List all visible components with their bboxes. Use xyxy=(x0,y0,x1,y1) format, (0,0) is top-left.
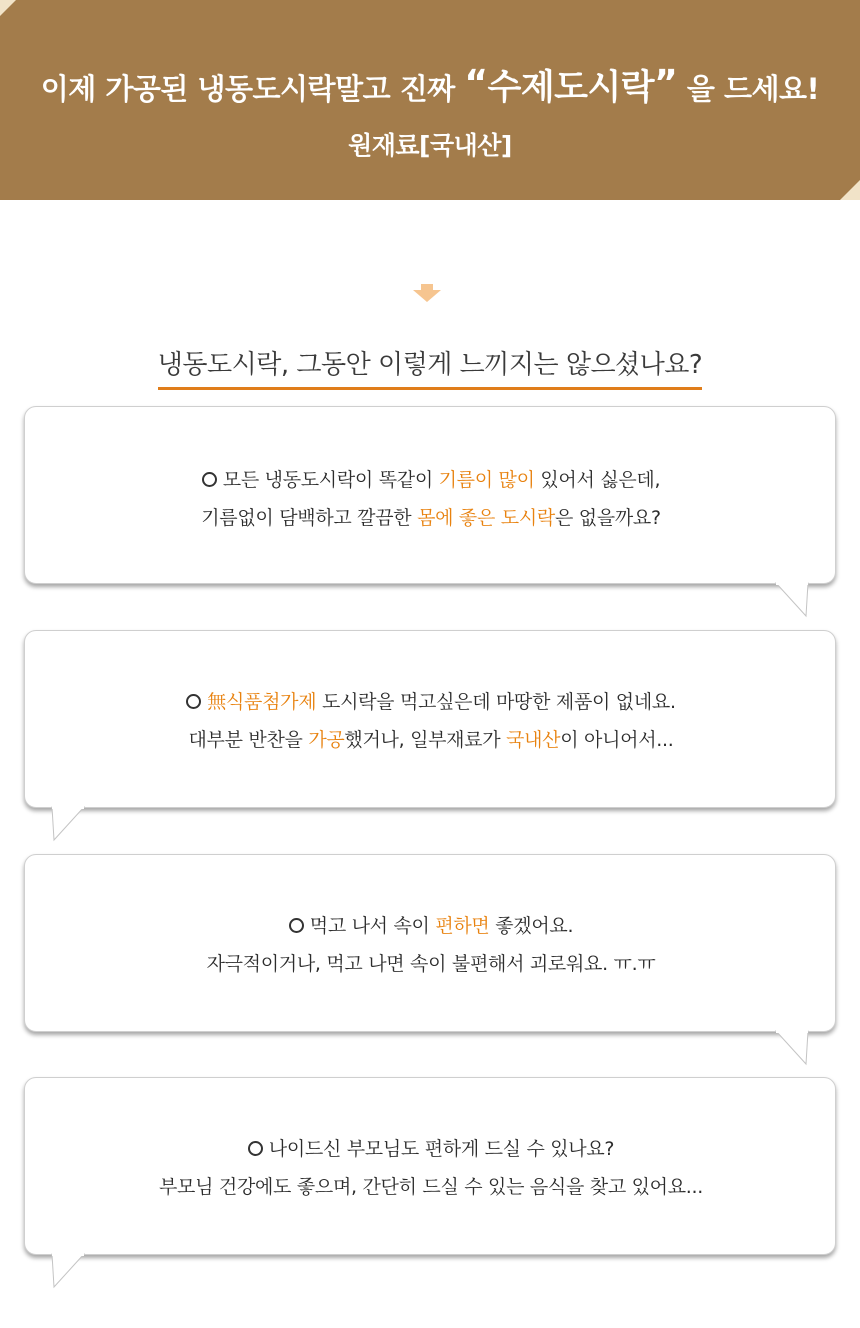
banner-title-prefix: 이제 가공된 냉동도시락말고 진짜 xyxy=(40,72,455,106)
text-segment: 자극적이거나, 먹고 나면 속이 불편해서 괴로워요. ㅠ.ㅠ xyxy=(206,953,656,975)
open-quote: “ xyxy=(464,63,488,104)
circle-bullet-icon xyxy=(202,472,217,487)
text-segment: 먹고 나서 속이 xyxy=(309,915,436,937)
bubble-text xyxy=(25,907,837,983)
bubble-tail xyxy=(50,1253,86,1289)
section-headline xyxy=(0,344,860,390)
text-segment: 은 없을까요? xyxy=(554,507,661,529)
speech-bubble-1 xyxy=(24,406,836,584)
text-segment: 이 아니어서... xyxy=(560,729,674,751)
banner-corner-decoration xyxy=(0,0,16,16)
bubble-line xyxy=(25,945,837,983)
speech-bubble-4 xyxy=(24,1077,836,1255)
bubble-line xyxy=(25,461,837,499)
header-banner xyxy=(0,0,860,200)
text-segment: 모든 냉동도시락이 똑같이 xyxy=(222,469,439,491)
speech-bubble-2 xyxy=(24,630,836,808)
bubble-line xyxy=(25,499,837,537)
bubble-tail xyxy=(50,806,86,842)
banner-title-suffix: 을 드세요! xyxy=(686,72,820,106)
bubble-tail xyxy=(774,582,810,618)
text-segment: 했거나, 일부재료가 xyxy=(344,729,507,751)
text-segment: 있어서 싫은데, xyxy=(534,469,661,491)
speech-bubble-3 xyxy=(24,854,836,1032)
highlight-text: 국내산 xyxy=(506,729,561,751)
text-segment: 나이드신 부모님도 편하게 드실 수 있나요? xyxy=(268,1138,615,1160)
circle-bullet-icon xyxy=(248,1141,263,1156)
bubble-text xyxy=(25,461,837,537)
highlight-text: 가공 xyxy=(308,729,345,751)
text-segment: 도시락을 먹고싶은데 마땅한 제품이 없네요. xyxy=(316,691,676,713)
banner-subtitle: 원재료[국내산] xyxy=(348,131,512,160)
text-segment: 부모님 건강에도 좋으며, 간단히 드실 수 있는 음식을 찾고 있어요... xyxy=(158,1176,704,1198)
close-quote: ” xyxy=(654,63,678,104)
text-segment: 기름없이 담백하고 깔끔한 xyxy=(201,507,418,529)
circle-bullet-icon xyxy=(186,694,201,709)
bubble-text xyxy=(25,1130,837,1206)
highlight-text: 몸에 좋은 도시락 xyxy=(417,507,555,529)
bubble-line xyxy=(25,907,837,945)
headline-text: 냉동도시락, 그동안 이렇게 느끼지는 않으셨나요? xyxy=(158,344,702,390)
bubble-line xyxy=(25,1130,837,1168)
banner-corner-decoration xyxy=(840,180,860,200)
banner-title xyxy=(0,60,860,110)
highlight-text: 無식품첨가제 xyxy=(207,691,317,713)
bubble-text xyxy=(25,683,837,759)
text-segment: 좋겠어요. xyxy=(489,915,574,937)
bubble-line xyxy=(25,1168,837,1206)
highlight-text: 편하면 xyxy=(435,915,490,937)
bubble-line xyxy=(25,721,837,759)
highlight-text: 기름이 많이 xyxy=(438,469,535,491)
banner-title-highlight: 수제도시락 xyxy=(487,68,655,108)
bubble-tail xyxy=(774,1030,810,1066)
circle-bullet-icon xyxy=(289,918,304,933)
text-segment: 대부분 반찬을 xyxy=(188,729,309,751)
down-arrow-icon xyxy=(413,284,441,302)
bubble-line xyxy=(25,683,837,721)
